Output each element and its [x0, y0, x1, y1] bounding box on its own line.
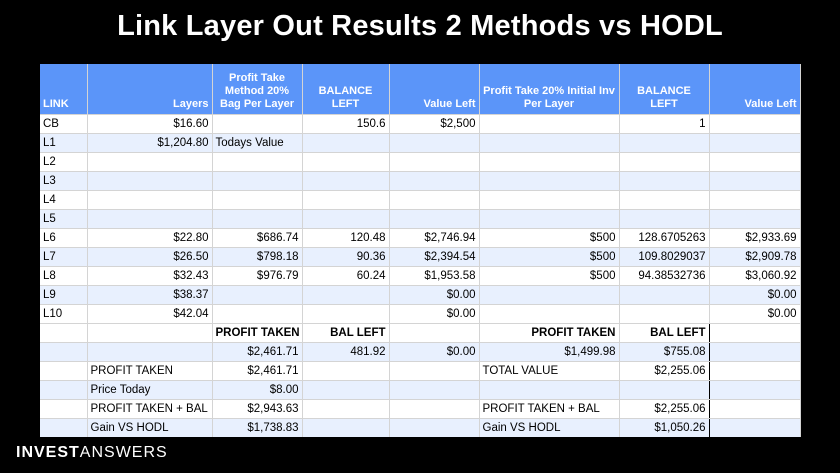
cell-c1: $798.18: [212, 248, 302, 267]
header-value-left-2: Value Left: [709, 64, 800, 115]
brand-thin: ANSWERS: [79, 444, 168, 461]
pt-bal-label-2: PROFIT TAKEN + BAL: [479, 400, 619, 419]
cell-layers: $42.04: [87, 305, 212, 324]
cell-link: L1: [40, 134, 87, 153]
cell-c3: $2,746.94: [389, 229, 479, 248]
table-row: [40, 286, 800, 305]
gain-vs-hodl-row: [40, 419, 800, 438]
cell-c2: 120.48: [302, 229, 389, 248]
summary-bal-left-label-2: BAL LEFT: [619, 324, 709, 343]
cell-c4: [479, 153, 619, 172]
cell-layers: [87, 210, 212, 229]
m1-value-left: $0.00: [389, 343, 479, 362]
table-row: [40, 153, 800, 172]
summary-profit-taken-label: PROFIT TAKEN: [212, 324, 302, 343]
cell-c4: [479, 172, 619, 191]
m2-profit-value: $1,499.98: [479, 343, 619, 362]
cell-c1: [212, 286, 302, 305]
cell-link: L9: [40, 286, 87, 305]
profit-taken-bal-row: [40, 400, 800, 419]
cell-link: L8: [40, 267, 87, 286]
cell-c6: $0.00: [709, 286, 800, 305]
cell-link: L6: [40, 229, 87, 248]
cell-c5: [619, 191, 709, 210]
cell-c2: [302, 210, 389, 229]
brand-bold: INVEST: [16, 444, 80, 461]
cell-link: CB: [40, 115, 87, 134]
brand-logo: [16, 444, 168, 462]
summary-profit-taken-label-2: PROFIT TAKEN: [479, 324, 619, 343]
cell-c1: [212, 115, 302, 134]
cell-c1: [212, 172, 302, 191]
cell-c6: [709, 191, 800, 210]
m1-profit-value: $2,461.71: [212, 343, 302, 362]
cell-link: L7: [40, 248, 87, 267]
table-row: [40, 248, 800, 267]
cell-c5: [619, 153, 709, 172]
cell-c6: $0.00: [709, 305, 800, 324]
cell-c3: $0.00: [389, 305, 479, 324]
table-row: [40, 172, 800, 191]
cell-c6: $2,933.69: [709, 229, 800, 248]
cell-c4: [479, 210, 619, 229]
cell-link: L10: [40, 305, 87, 324]
results-table: [40, 64, 801, 438]
table-row: [40, 305, 800, 324]
cell-c3: [389, 153, 479, 172]
cell-layers: $26.50: [87, 248, 212, 267]
cell-c6: [709, 172, 800, 191]
page-title: Link Layer Out Results 2 Methods vs HODL: [117, 10, 723, 42]
cell-c6: [709, 210, 800, 229]
m1-bal-value: 481.92: [302, 343, 389, 362]
total-value-label: TOTAL VALUE: [479, 362, 619, 381]
cell-c5: 128.6705263: [619, 229, 709, 248]
cell-c6: $3,060.92: [709, 267, 800, 286]
header-balance-left: BALANCE LEFT: [302, 64, 389, 115]
cell-layers: [87, 191, 212, 210]
cell-c5: [619, 210, 709, 229]
cell-c1: $686.74: [212, 229, 302, 248]
cell-c2: 90.36: [302, 248, 389, 267]
cell-c2: [302, 134, 389, 153]
cell-c6: [709, 134, 800, 153]
cell-c4: [479, 305, 619, 324]
cell-layers: [87, 153, 212, 172]
summary-bal-left-label: BAL LEFT: [302, 324, 389, 343]
table-row: [40, 210, 800, 229]
cell-c2: [302, 172, 389, 191]
cell-c3: $0.00: [389, 286, 479, 305]
cell-c1: [212, 210, 302, 229]
summary-header-row: [40, 324, 800, 343]
cell-link: L2: [40, 153, 87, 172]
header-value-left: Value Left: [389, 64, 479, 115]
header-link: LINK: [40, 64, 87, 115]
cell-c1: [212, 305, 302, 324]
gain-value-2: $1,050.26: [619, 419, 709, 438]
price-today-label: Price Today: [87, 381, 212, 400]
header-layers: Layers: [87, 64, 212, 115]
cell-layers: $16.60: [87, 115, 212, 134]
cell-layers: $32.43: [87, 267, 212, 286]
cell-c2: 150.6: [302, 115, 389, 134]
cell-c4: $500: [479, 248, 619, 267]
cell-c3: [389, 134, 479, 153]
header-pt-initial: Profit Take 20% Initial Inv Per Layer: [479, 64, 619, 115]
cell-c3: [389, 191, 479, 210]
cell-c1: [212, 191, 302, 210]
cell-layers: $22.80: [87, 229, 212, 248]
pt-bal-value-2: $2,255.06: [619, 400, 709, 419]
header-row: [40, 64, 800, 115]
header-balance-left-2: BALANCE LEFT: [619, 64, 709, 115]
cell-c6: $2,909.78: [709, 248, 800, 267]
table-row: [40, 267, 800, 286]
cell-c3: $1,953.58: [389, 267, 479, 286]
cell-c5: 109.8029037: [619, 248, 709, 267]
cell-c6: [709, 115, 800, 134]
header-pt-method: Profit Take Method 20% Bag Per Layer: [212, 64, 302, 115]
pt-bal-label: PROFIT TAKEN + BAL: [87, 400, 212, 419]
table-row: [40, 115, 800, 134]
cell-c4: [479, 134, 619, 153]
cell-c4: $500: [479, 267, 619, 286]
profit-taken-row-label: PROFIT TAKEN: [87, 362, 212, 381]
cell-c1: [212, 153, 302, 172]
cell-c1: $976.79: [212, 267, 302, 286]
cell-c5: [619, 305, 709, 324]
cell-c6: [709, 153, 800, 172]
cell-c2: [302, 191, 389, 210]
total-value: $2,255.06: [619, 362, 709, 381]
profit-taken-row-value: $2,461.71: [212, 362, 302, 381]
pt-bal-value: $2,943.63: [212, 400, 302, 419]
cell-c3: $2,394.54: [389, 248, 479, 267]
profit-taken-row: [40, 362, 800, 381]
cell-layers: $38.37: [87, 286, 212, 305]
cell-c4: [479, 286, 619, 305]
cell-c4: [479, 191, 619, 210]
cell-c5: [619, 286, 709, 305]
table-row: [40, 134, 800, 153]
gain-label-2: Gain VS HODL: [479, 419, 619, 438]
spreadsheet: [40, 64, 800, 434]
cell-c2: 60.24: [302, 267, 389, 286]
cell-link: L5: [40, 210, 87, 229]
m2-bal-value: $755.08: [619, 343, 709, 362]
cell-layers: [87, 172, 212, 191]
table-row: [40, 229, 800, 248]
cell-c3: [389, 172, 479, 191]
cell-c4: $500: [479, 229, 619, 248]
gain-value: $1,738.83: [212, 419, 302, 438]
cell-c5: [619, 134, 709, 153]
gain-label: Gain VS HODL: [87, 419, 212, 438]
summary-values-row: [40, 343, 800, 362]
cell-link: L3: [40, 172, 87, 191]
cell-c5: 94.38532736: [619, 267, 709, 286]
cell-c5: 1: [619, 115, 709, 134]
cell-c5: [619, 172, 709, 191]
table-row: [40, 191, 800, 210]
price-today-row: [40, 381, 800, 400]
cell-layers: $1,204.80: [87, 134, 212, 153]
cell-c2: [302, 286, 389, 305]
cell-c1: Todays Value: [212, 134, 302, 153]
cell-c2: [302, 153, 389, 172]
cell-c4: [479, 115, 619, 134]
cell-c2: [302, 305, 389, 324]
price-today-value: $8.00: [212, 381, 302, 400]
cell-link: L4: [40, 191, 87, 210]
cell-c3: $2,500: [389, 115, 479, 134]
cell-c3: [389, 210, 479, 229]
